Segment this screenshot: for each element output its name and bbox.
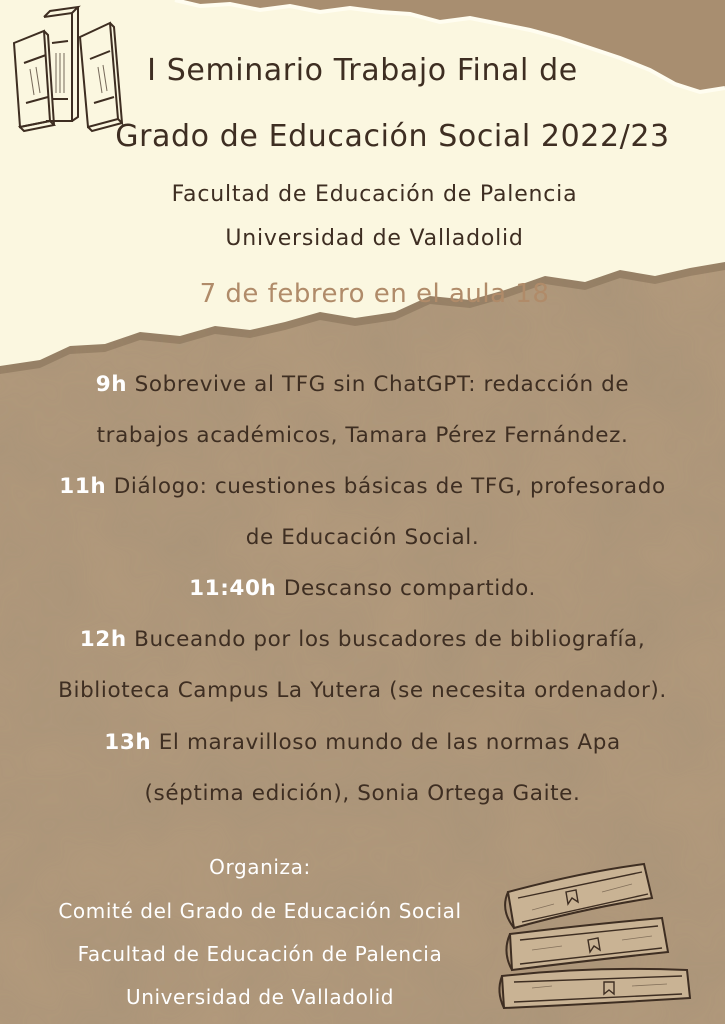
university-line: Universidad de Valladolid [225,226,524,251]
program-item-4-line-1 [0,627,725,652]
program-time: 11:40h [189,576,277,601]
program-text: Diálogo: cuestiones básicas de TFG, profesorado [113,474,666,499]
program-time: 9h [95,372,128,397]
program-item-3 [0,576,725,601]
organizer-line-1: Comité del Grado de Educación Social [58,899,462,923]
program-text: Descanso compartido. [283,576,536,601]
organizer-line-3: Universidad de Valladolid [125,985,395,1009]
program-time: 12h [79,627,127,652]
books-stack-icon [492,858,697,1014]
organizers-label: Organiza: [209,855,311,879]
title-line-2: Grado de Educación Social 2022/23 [115,119,670,154]
program-item-5-line-1 [0,730,725,755]
program-time: 13h [104,730,152,755]
program-text: El maravilloso mundo de las normas Apa [158,730,621,755]
program-item-2-line-1 [0,474,725,499]
faculty-line: Facultad de Educación de Palencia [171,182,578,207]
program-item-4-line-2: Biblioteca Campus La Yutera (se necesita ordenador). [58,678,667,703]
organizer-line-2: Facultad de Educación de Palencia [77,942,443,966]
title-line-1: I Seminario Trabajo Final de [147,53,578,88]
program-item-1-line-2: trabajos académicos, Tamara Pérez Fernández. [96,423,629,448]
program-item-5-line-2: (séptima edición), Sonia Ortega Gaite. [144,781,581,806]
program-time: 11h [59,474,107,499]
program-text: Sobrevive al TFG sin ChatGPT: redacción de [134,372,630,397]
program-text: Buceando por los buscadores de bibliografía, [134,627,646,652]
date-line: 7 de febrero en el aula 18 [199,279,550,309]
program-item-1-line-1 [0,372,725,397]
program-item-2-line-2: de Educación Social. [245,525,480,550]
